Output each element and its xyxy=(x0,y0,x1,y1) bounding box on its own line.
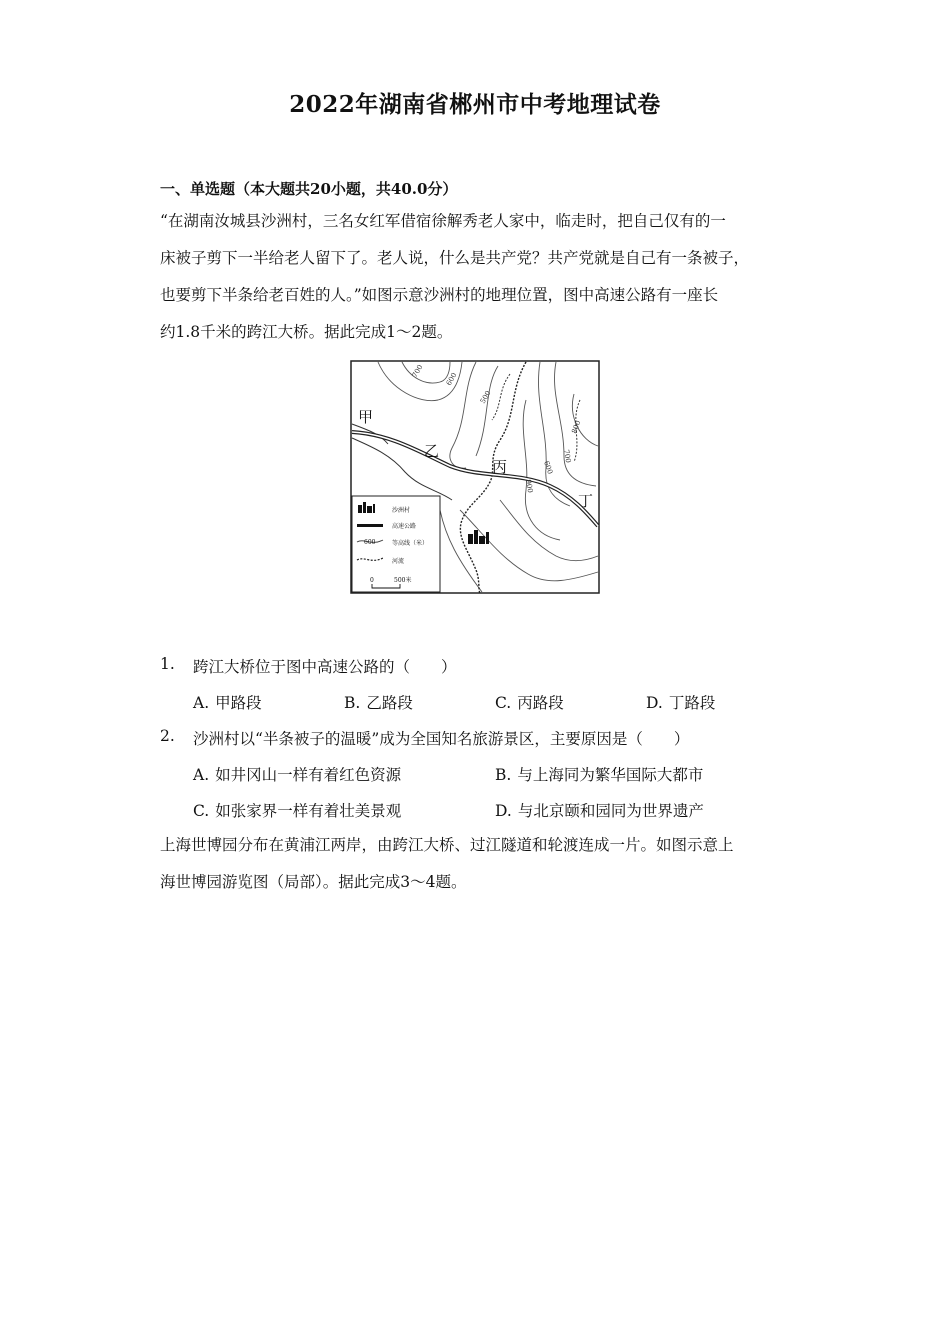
segment-label-ding: 丁 xyxy=(578,492,594,510)
q2-option-c[interactable]: C. 如张家界一样有着壮美景观 xyxy=(193,802,402,820)
question-text: 沙洲村以“半条被子的温暖”成为全国知名旅游景区，主要原因是（ ） xyxy=(193,730,690,748)
q1-option-a[interactable]: A. 甲路段 xyxy=(193,694,262,712)
question-2 xyxy=(0,727,950,751)
q2-option-a[interactable]: A. 如井冈山一样有着红色资源 xyxy=(193,766,402,784)
question-1 xyxy=(0,655,950,679)
contour-label: 900 xyxy=(524,478,535,494)
segment-label-jia: 甲 xyxy=(358,408,374,426)
legend-contour-label: 等高线（米） xyxy=(392,540,429,547)
contour-label: 700 xyxy=(410,363,425,379)
scale-zero: 0 xyxy=(370,577,374,584)
outro-line: 上海世博园分布在黄浦江两岸，由跨江大桥、过江隧道和轮渡连成一片。如图示意上 xyxy=(160,836,734,854)
intro-line: 约1.8千米的跨江大桥。据此完成1～2题。 xyxy=(160,323,453,341)
intro-line: 也要剪下半条给老百姓的人。”如图示意沙洲村的地理位置，图中高速公路有一座长 xyxy=(160,286,719,304)
question-number: 2. xyxy=(160,727,175,745)
scale-length: 500米 xyxy=(394,577,412,584)
section-header: 一、单选题（本大题共20小题，共40.0分） xyxy=(160,180,458,198)
question-number: 1. xyxy=(160,655,175,673)
contour-label: 600 xyxy=(542,459,555,476)
intro-paragraph xyxy=(160,203,792,351)
location-map xyxy=(350,360,600,594)
q2-option-d[interactable]: D. 与北京颐和园同为世界遗产 xyxy=(495,802,704,820)
contour-label: 600 xyxy=(444,371,459,387)
legend-highway-symbol xyxy=(357,524,383,527)
legend-village-label: 沙洲村 xyxy=(392,507,411,514)
segment-label-yi: 乙 xyxy=(424,442,440,460)
outro-paragraph xyxy=(160,827,792,901)
q1-option-c[interactable]: C. 丙路段 xyxy=(495,694,564,712)
intro-line: “在湖南汝城县沙洲村，三名女红军借宿徐解秀老人家中，临走时，把自己仅有的一 xyxy=(160,212,726,230)
legend-highway-label: 高速公路 xyxy=(392,523,417,530)
contour-label: 500 xyxy=(478,389,493,405)
outro-line: 海世博园游览图（局部）。据此完成3～4题。 xyxy=(160,873,467,891)
legend-river-label: 河流 xyxy=(392,558,405,565)
q2-option-b[interactable]: B. 与上海同为繁华国际大都市 xyxy=(495,766,704,784)
map-legend xyxy=(352,496,440,592)
contour-label: 700 xyxy=(562,448,573,464)
q1-option-b[interactable]: B. 乙路段 xyxy=(344,694,413,712)
q1-option-d[interactable]: D. 丁路段 xyxy=(646,694,716,712)
question-text: 跨江大桥位于图中高速公路的（ ） xyxy=(193,658,457,676)
page-title: 2022年湖南省郴州市中考地理试卷 xyxy=(289,91,661,118)
legend-contour-value: 600 xyxy=(364,539,376,546)
segment-label-bing: 丙 xyxy=(492,458,508,476)
intro-line: 床被子剪下一半给老人留下了。老人说，什么是共产党？共产党就是自己有一条被子， xyxy=(160,249,750,267)
contour-label: 800 xyxy=(570,419,583,435)
